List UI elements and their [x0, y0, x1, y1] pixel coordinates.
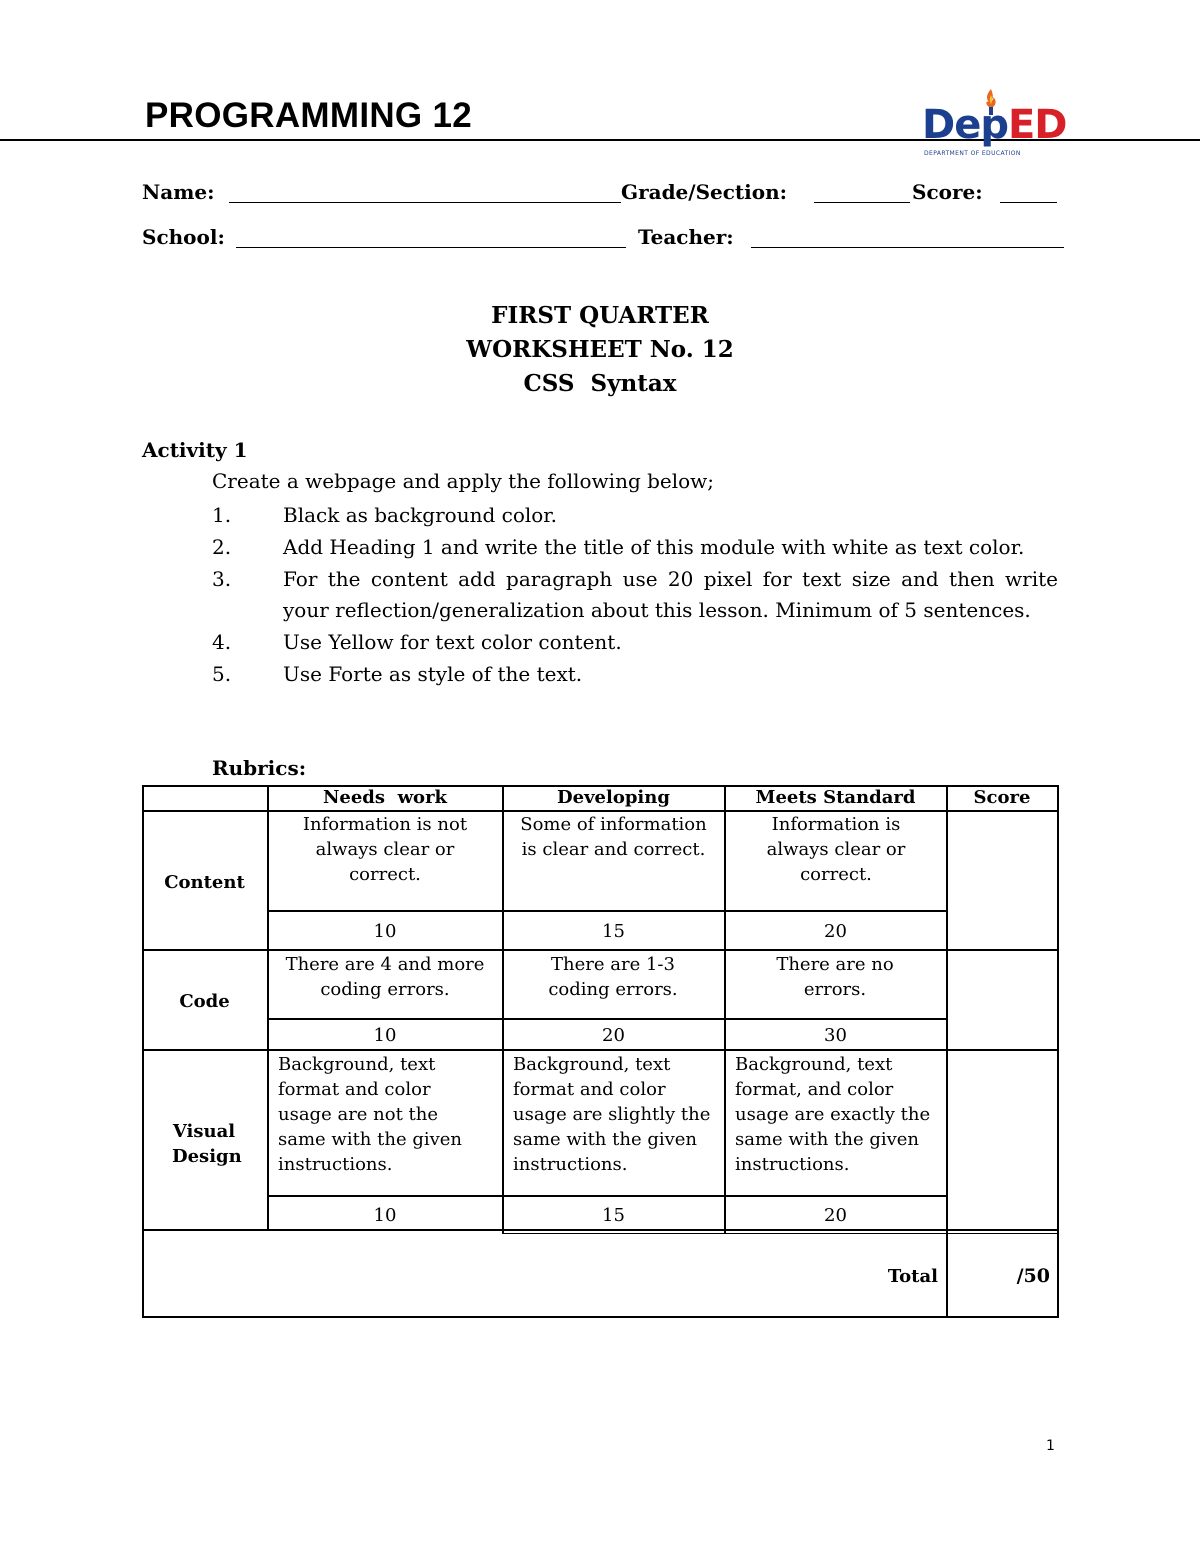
list-item: 2. Add Heading 1 and write the title of this module with white as text color.	[212, 534, 1025, 559]
table-rule	[142, 1229, 1059, 1231]
school-teacher-row	[142, 225, 1064, 255]
visual-points-needs-work: 10	[373, 1205, 397, 1226]
logo-dep: Dep	[922, 102, 1008, 148]
table-rule	[142, 949, 1059, 951]
name-grade-score-row	[142, 180, 1064, 210]
page-header-title: PROGRAMMING 12	[145, 96, 473, 135]
header-needs-work: Needs work	[322, 787, 448, 808]
code-meets-standard: There are no errors.	[776, 954, 894, 1000]
teacher-label: Teacher:	[638, 225, 734, 249]
table-rule	[502, 785, 504, 1233]
code-developing: There are 1-3 coding errors.	[548, 954, 678, 1000]
topic-title: CSS Syntax	[523, 370, 677, 397]
table-rule	[267, 1018, 947, 1020]
criterion-content: Content	[164, 872, 245, 893]
criterion-code: Code	[179, 991, 230, 1012]
activity-intro: Create a webpage and apply the following below;	[212, 469, 715, 493]
code-points-meets-standard: 30	[824, 1025, 847, 1046]
visual-points-developing: 15	[602, 1205, 625, 1226]
score-label: Score:	[912, 180, 983, 204]
visual-points-meets-standard: 20	[824, 1205, 847, 1226]
header-meets-standard: Meets Standard	[755, 787, 916, 808]
code-points-developing: 20	[602, 1025, 625, 1046]
table-border-right	[1057, 785, 1059, 1318]
table-rule	[267, 1195, 947, 1197]
list-item: 3. For the content add paragraph use 20 pixel for text size and then write your reflection/generalization about this lesson. Minimum of 5 sentences.	[212, 566, 1058, 623]
quarter-title: FIRST QUARTER	[491, 302, 709, 329]
worksheet-titles	[0, 299, 1200, 401]
table-rule	[267, 910, 947, 912]
code-needs-work: There are 4 and more coding errors.	[285, 954, 485, 1000]
content-points-developing: 15	[602, 921, 625, 942]
rubrics-label: Rubrics:	[212, 756, 307, 780]
logo-wordmark	[922, 102, 1067, 148]
table-rule	[502, 1233, 1059, 1234]
school-label: School:	[142, 225, 225, 249]
visual-needs-work: Background, text format and color usage are not the same with the given instructions.	[278, 1054, 463, 1175]
logo-ed: ED	[1007, 102, 1067, 148]
header-score: Score	[973, 787, 1031, 808]
total-value: /50	[1016, 1265, 1050, 1287]
visual-meets-standard: Background, text format, and color usage are exactly the same with the given instructions.	[735, 1054, 931, 1175]
teacher-field[interactable]	[751, 225, 1064, 248]
content-meets-standard: Information is always clear or correct.	[766, 814, 906, 885]
criterion-visual-design: Visual Design	[172, 1121, 242, 1167]
table-rule	[142, 1049, 1059, 1051]
list-item: 5. Use Forte as style of the text.	[212, 661, 583, 686]
content-points-needs-work: 10	[373, 921, 397, 942]
page-number: 1	[1046, 1438, 1055, 1454]
logo-subtitle: DEPARTMENT OF EDUCATION	[924, 150, 1021, 157]
table-rule	[724, 785, 726, 1233]
worksheet-title: WORKSHEET No. 12	[466, 336, 734, 363]
content-points-meets-standard: 20	[824, 921, 847, 942]
total-label: Total	[887, 1266, 938, 1287]
grade-section-field[interactable]	[814, 180, 910, 203]
list-item: 1. Black as background color.	[212, 503, 558, 527]
table-rule	[267, 785, 269, 1229]
list-item: 4. Use Yellow for text color content.	[212, 630, 622, 655]
instruction-list	[212, 500, 1058, 691]
content-needs-work: Information is not always clear or correct.	[302, 814, 468, 885]
code-points-needs-work: 10	[373, 1025, 397, 1046]
deped-logo	[922, 88, 1067, 160]
activity-title: Activity 1	[142, 438, 248, 462]
table-border-bottom	[142, 1316, 1059, 1318]
header-developing: Developing	[557, 787, 670, 808]
rubric-table	[142, 785, 1059, 1318]
name-field[interactable]	[229, 180, 621, 203]
grade-section-label: Grade/Section:	[621, 180, 788, 204]
name-label: Name:	[142, 180, 215, 204]
score-field[interactable]	[1000, 180, 1057, 203]
school-field[interactable]	[236, 225, 626, 248]
table-border-left	[142, 785, 144, 1318]
content-developing: Some of information is clear and correct.	[520, 814, 707, 860]
visual-developing: Background, text format and color usage are slightly the same with the given instructions.	[513, 1054, 711, 1175]
table-rule	[946, 785, 948, 1318]
